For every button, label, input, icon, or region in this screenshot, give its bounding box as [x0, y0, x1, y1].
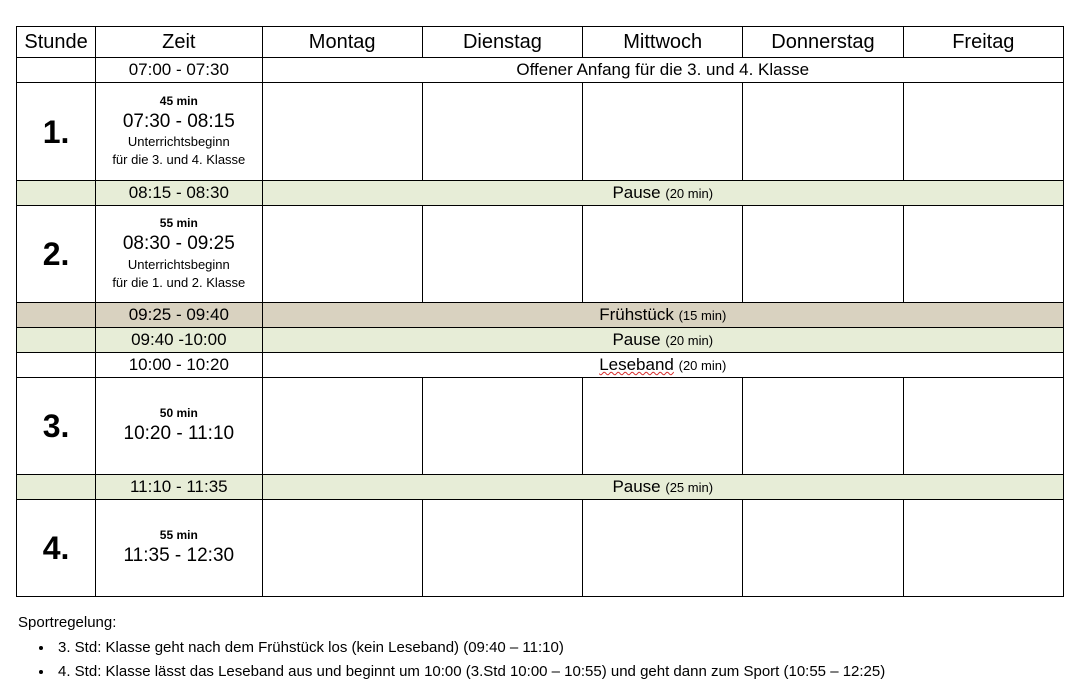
span-suffix: (20 min)	[665, 333, 714, 348]
day-cell-mittwoch[interactable]	[583, 83, 743, 181]
lesson-note-line2: für die 1. und 2. Klasse	[112, 274, 246, 290]
day-cell-freitag[interactable]	[903, 500, 1063, 597]
day-cell-montag[interactable]	[262, 206, 422, 303]
day-cell-dienstag[interactable]	[422, 378, 582, 475]
lesson-note-line1: Unterrichtsbeginn	[127, 134, 230, 150]
table-row	[17, 353, 1064, 378]
time-cell	[96, 378, 262, 475]
lesson-duration: 50 min	[159, 406, 198, 421]
schedule-table	[16, 26, 1064, 597]
span-cell-offener-anfang	[262, 58, 1064, 83]
day-cell-freitag[interactable]	[903, 378, 1063, 475]
lesson-note-line2: für die 3. und 4. Klasse	[112, 152, 246, 168]
column-header-zeit: Zeit	[96, 27, 262, 58]
notes-title: Sportregelung:	[18, 614, 117, 631]
table-row	[17, 303, 1064, 328]
lesson-timerange: 10:20 - 11:10	[123, 422, 235, 444]
column-header-stunde: Stunde	[17, 27, 96, 58]
day-cell-freitag[interactable]	[903, 83, 1063, 181]
day-cell-mittwoch[interactable]	[583, 378, 743, 475]
day-cell-mittwoch[interactable]	[583, 500, 743, 597]
day-cell-donnerstag[interactable]	[743, 206, 903, 303]
day-cell-donnerstag[interactable]	[743, 83, 903, 181]
lesson-number: 2.	[42, 236, 70, 272]
table-row	[17, 83, 1064, 181]
span-cell-pause	[262, 475, 1064, 500]
span-cell-pause	[262, 181, 1064, 206]
span-label: Pause	[612, 330, 661, 349]
table-row	[17, 500, 1064, 597]
time-cell: 10:00 - 10:20	[96, 353, 262, 378]
span-suffix: (15 min)	[678, 308, 727, 323]
span-cell-fruehstueck	[262, 303, 1064, 328]
stunde-cell	[17, 353, 96, 378]
notes-list	[16, 636, 1064, 683]
stunde-cell	[17, 378, 96, 475]
table-row	[17, 328, 1064, 353]
lesson-duration: 45 min	[159, 93, 198, 108]
day-cell-dienstag[interactable]	[422, 83, 582, 181]
lesson-duration: 55 min	[159, 528, 198, 543]
time-cell: 09:40 -10:00	[96, 328, 262, 353]
day-cell-dienstag[interactable]	[422, 500, 582, 597]
column-header-montag: Montag	[262, 27, 422, 58]
table-row	[17, 181, 1064, 206]
column-header-freitag: Freitag	[903, 27, 1063, 58]
list-item: • 3. Std: Klasse geht nach dem Frühstück los (kein Leseband) (09:40 – 11:10)	[54, 636, 1064, 659]
day-cell-freitag[interactable]	[903, 206, 1063, 303]
span-label: Offener Anfang für die 3. und 4. Klasse	[516, 60, 810, 79]
lesson-timerange: 11:35 - 12:30	[123, 544, 235, 566]
time-cell: 08:15 - 08:30	[96, 181, 262, 206]
stunde-cell	[17, 58, 96, 83]
stunde-cell	[17, 475, 96, 500]
notes-section	[16, 611, 1064, 683]
span-label: Pause	[612, 183, 661, 202]
day-cell-dienstag[interactable]	[422, 206, 582, 303]
lesson-duration: 55 min	[159, 216, 198, 231]
lesson-timerange: 08:30 - 09:25	[122, 233, 235, 255]
span-suffix: (20 min)	[665, 186, 714, 201]
table-header-row	[17, 27, 1064, 58]
table-row	[17, 378, 1064, 475]
stunde-cell	[17, 206, 96, 303]
table-row	[17, 206, 1064, 303]
span-cell-leseband	[262, 353, 1064, 378]
stunde-cell	[17, 303, 96, 328]
column-header-dienstag: Dienstag	[422, 27, 582, 58]
lesson-number: 3.	[42, 408, 70, 444]
span-cell-pause	[262, 328, 1064, 353]
day-cell-mittwoch[interactable]	[583, 206, 743, 303]
lesson-timerange: 07:30 - 08:15	[122, 110, 235, 132]
column-header-donnerstag: Donnerstag	[743, 27, 903, 58]
span-suffix: (25 min)	[665, 480, 714, 495]
list-item: • 4. Std: Klasse lässt das Leseband aus und beginnt um 10:00 (3.Std 10:00 – 10:55) und geht dann zum Sport (10:55 – 12:25)	[54, 660, 1064, 683]
time-cell	[96, 500, 262, 597]
stunde-cell	[17, 83, 96, 181]
time-cell	[96, 83, 262, 181]
time-cell	[96, 206, 262, 303]
lesson-number: 1.	[42, 113, 70, 150]
stunde-cell	[17, 328, 96, 353]
day-cell-donnerstag[interactable]	[743, 378, 903, 475]
table-row	[17, 58, 1064, 83]
time-cell: 11:10 - 11:35	[96, 475, 262, 500]
stunde-cell	[17, 500, 96, 597]
time-cell: 09:25 - 09:40	[96, 303, 262, 328]
span-label: Leseband	[599, 355, 674, 374]
day-cell-montag[interactable]	[262, 500, 422, 597]
lesson-note-line1: Unterrichtsbeginn	[127, 256, 230, 272]
column-header-mittwoch: Mittwoch	[583, 27, 743, 58]
span-label: Frühstück	[599, 305, 674, 324]
day-cell-donnerstag[interactable]	[743, 500, 903, 597]
day-cell-montag[interactable]	[262, 378, 422, 475]
day-cell-montag[interactable]	[262, 83, 422, 181]
span-suffix: (20 min)	[678, 358, 727, 373]
span-label: Pause	[612, 477, 661, 496]
lesson-number: 4.	[42, 530, 70, 566]
time-cell: 07:00 - 07:30	[96, 58, 262, 83]
stunde-cell	[17, 181, 96, 206]
table-row	[17, 475, 1064, 500]
